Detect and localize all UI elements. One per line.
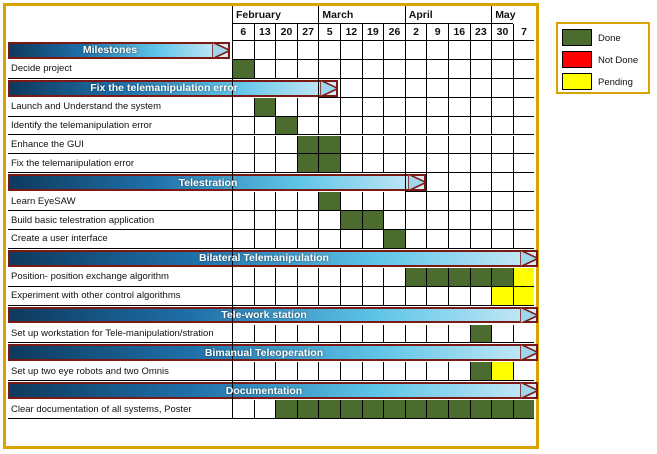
gantt-cell bbox=[470, 362, 492, 381]
gantt-cell bbox=[362, 230, 384, 249]
legend-box bbox=[556, 22, 650, 94]
gantt-cell bbox=[491, 136, 513, 155]
gantt-cell bbox=[405, 268, 427, 287]
gantt-cell bbox=[232, 230, 254, 249]
legend-label-pending: Pending bbox=[598, 76, 633, 88]
gantt-cell bbox=[491, 287, 513, 306]
gantt-cell bbox=[383, 117, 405, 136]
gantt-cell bbox=[297, 41, 319, 60]
gantt-cell bbox=[318, 211, 340, 230]
gantt-cell bbox=[297, 211, 319, 230]
gantt-cell bbox=[383, 136, 405, 155]
task-label: Create a user interface bbox=[8, 230, 232, 249]
day-tick-2: 2 bbox=[405, 24, 427, 41]
section-title: Documentation bbox=[225, 384, 303, 397]
gantt-cell bbox=[318, 192, 340, 211]
gantt-cell bbox=[470, 192, 492, 211]
gantt-cell bbox=[426, 325, 448, 344]
task-label: Identify the telemanipulation error bbox=[8, 117, 232, 136]
day-tick-27: 27 bbox=[297, 24, 319, 41]
gantt-cell bbox=[297, 154, 319, 173]
gantt-cell bbox=[275, 268, 297, 287]
gantt-cell bbox=[513, 287, 535, 306]
section-banner-arrow-icon bbox=[520, 250, 534, 267]
gantt-cell bbox=[318, 325, 340, 344]
gantt-cell bbox=[405, 41, 427, 60]
gantt-cell bbox=[275, 287, 297, 306]
gantt-cell bbox=[254, 211, 276, 230]
gantt-cell bbox=[254, 192, 276, 211]
gantt-cell bbox=[275, 60, 297, 79]
gantt-cell bbox=[297, 325, 319, 344]
gantt-cell bbox=[470, 117, 492, 136]
section-title: Telestration bbox=[178, 176, 238, 189]
legend-item-done bbox=[562, 28, 648, 48]
gantt-cell bbox=[513, 60, 535, 79]
section-banner bbox=[8, 42, 230, 59]
gantt-cell bbox=[448, 230, 470, 249]
gantt-cell bbox=[297, 268, 319, 287]
gantt-cell bbox=[470, 41, 492, 60]
section-banner bbox=[8, 80, 338, 97]
day-tick-16: 16 bbox=[448, 24, 470, 41]
gantt-cell bbox=[491, 362, 513, 381]
gantt-cell bbox=[448, 325, 470, 344]
section-banner-arrow-icon bbox=[520, 307, 534, 324]
gantt-cell bbox=[362, 400, 384, 419]
gantt-cell bbox=[340, 362, 362, 381]
gantt-cell bbox=[340, 325, 362, 344]
day-tick-30: 30 bbox=[491, 24, 513, 41]
gantt-cell bbox=[513, 117, 535, 136]
gantt-cell bbox=[318, 268, 340, 287]
gantt-cell bbox=[513, 192, 535, 211]
gantt-cell bbox=[340, 79, 362, 98]
gantt-cell bbox=[383, 79, 405, 98]
gantt-cell bbox=[254, 325, 276, 344]
legend-item-pending bbox=[562, 72, 648, 92]
task-label: Experiment with other control algorithms bbox=[8, 287, 232, 306]
gantt-cell bbox=[448, 60, 470, 79]
gantt-cell bbox=[383, 325, 405, 344]
gantt-cell bbox=[362, 154, 384, 173]
gantt-cell bbox=[470, 287, 492, 306]
gantt-cell bbox=[318, 41, 340, 60]
gantt-cell bbox=[405, 60, 427, 79]
gantt-cell bbox=[275, 230, 297, 249]
gantt-cell bbox=[426, 117, 448, 136]
gantt-grid bbox=[6, 6, 536, 446]
gantt-cell bbox=[254, 287, 276, 306]
gantt-cell bbox=[448, 400, 470, 419]
day-tick-12: 12 bbox=[340, 24, 362, 41]
gantt-cell bbox=[426, 60, 448, 79]
day-tick-7: 7 bbox=[513, 24, 535, 41]
gantt-cell bbox=[405, 211, 427, 230]
gantt-cell bbox=[340, 268, 362, 287]
gantt-cell bbox=[448, 173, 470, 192]
gantt-cell bbox=[297, 98, 319, 117]
gantt-cell bbox=[383, 41, 405, 60]
gantt-cell bbox=[491, 400, 513, 419]
gantt-cell bbox=[513, 136, 535, 155]
gantt-cell bbox=[340, 41, 362, 60]
gantt-cell bbox=[426, 211, 448, 230]
gantt-cell bbox=[426, 154, 448, 173]
task-label: Position- position exchange algorithm bbox=[8, 268, 232, 287]
section-title: Tele-work station bbox=[221, 309, 307, 322]
gantt-cell bbox=[491, 230, 513, 249]
gantt-cell bbox=[340, 60, 362, 79]
gantt-cell bbox=[513, 173, 535, 192]
gantt-cell bbox=[254, 268, 276, 287]
gantt-cell bbox=[470, 325, 492, 344]
day-tick-26: 26 bbox=[383, 24, 405, 41]
gantt-cell bbox=[297, 362, 319, 381]
gantt-cell bbox=[448, 41, 470, 60]
gantt-cell bbox=[340, 98, 362, 117]
gantt-cell bbox=[491, 211, 513, 230]
gantt-cell bbox=[254, 362, 276, 381]
gantt-cell bbox=[513, 154, 535, 173]
gantt-cell bbox=[340, 230, 362, 249]
gantt-cell bbox=[254, 136, 276, 155]
gantt-cell bbox=[426, 41, 448, 60]
gantt-cell bbox=[448, 287, 470, 306]
legend-swatch-done bbox=[562, 29, 592, 46]
gantt-cell bbox=[362, 98, 384, 117]
gantt-cell bbox=[383, 400, 405, 419]
gantt-cell bbox=[275, 192, 297, 211]
gantt-cell bbox=[318, 79, 340, 98]
gantt-cell bbox=[470, 211, 492, 230]
gantt-cell bbox=[318, 287, 340, 306]
gantt-cell bbox=[275, 154, 297, 173]
gantt-cell bbox=[318, 362, 340, 381]
task-label: Launch and Understand the system bbox=[8, 98, 232, 117]
month-header-march: March bbox=[318, 6, 404, 24]
gantt-cell bbox=[254, 117, 276, 136]
gantt-cell bbox=[232, 287, 254, 306]
gantt-cell bbox=[362, 60, 384, 79]
gantt-cell bbox=[340, 211, 362, 230]
day-tick-20: 20 bbox=[275, 24, 297, 41]
gantt-cell bbox=[405, 79, 427, 98]
gantt-cell bbox=[362, 268, 384, 287]
section-banner bbox=[8, 382, 538, 399]
gantt-cell bbox=[405, 173, 427, 192]
gantt-cell bbox=[426, 268, 448, 287]
section-banner-arrow-icon bbox=[520, 382, 534, 399]
section-banner bbox=[8, 250, 538, 267]
gantt-cell bbox=[340, 192, 362, 211]
gantt-cell bbox=[448, 268, 470, 287]
gantt-cell bbox=[362, 362, 384, 381]
gantt-cell bbox=[448, 98, 470, 117]
gantt-cell bbox=[340, 136, 362, 155]
legend-label-not-done: Not Done bbox=[598, 54, 639, 66]
gantt-cell bbox=[362, 79, 384, 98]
gantt-cell bbox=[448, 362, 470, 381]
gantt-cell bbox=[318, 117, 340, 136]
gantt-cell bbox=[426, 287, 448, 306]
gantt-cell bbox=[254, 154, 276, 173]
gantt-cell bbox=[232, 192, 254, 211]
day-tick-9: 9 bbox=[426, 24, 448, 41]
gantt-cell bbox=[297, 60, 319, 79]
task-label: Clear documentation of all systems, Poster bbox=[8, 400, 232, 419]
legend-swatch-not-done bbox=[562, 51, 592, 68]
gantt-cell bbox=[470, 400, 492, 419]
task-label: Decide project bbox=[8, 60, 232, 79]
day-tick-6: 6 bbox=[232, 24, 254, 41]
gantt-cell bbox=[297, 117, 319, 136]
gantt-cell bbox=[426, 400, 448, 419]
gantt-cell bbox=[297, 136, 319, 155]
gantt-cell bbox=[275, 98, 297, 117]
gantt-cell bbox=[232, 60, 254, 79]
section-banner bbox=[8, 344, 538, 361]
task-label: Set up workstation for Tele-manipulation/stration bbox=[8, 325, 232, 344]
gantt-cell bbox=[513, 211, 535, 230]
gantt-cell bbox=[491, 98, 513, 117]
gantt-grid-frame bbox=[3, 3, 539, 449]
gantt-cell bbox=[491, 154, 513, 173]
gantt-cell bbox=[318, 230, 340, 249]
gantt-cell bbox=[426, 362, 448, 381]
gantt-cell bbox=[491, 79, 513, 98]
month-header-april: April bbox=[405, 6, 491, 24]
gantt-cell bbox=[470, 154, 492, 173]
gantt-cell bbox=[470, 60, 492, 79]
gantt-cell bbox=[318, 98, 340, 117]
gantt-cell bbox=[491, 268, 513, 287]
gantt-cell bbox=[254, 41, 276, 60]
task-label: Enhance the GUI bbox=[8, 136, 232, 155]
gantt-cell bbox=[254, 60, 276, 79]
gantt-cell bbox=[491, 325, 513, 344]
section-banner-arrow-icon bbox=[212, 42, 226, 59]
legend-item-not-done bbox=[562, 50, 648, 70]
gantt-cell bbox=[318, 136, 340, 155]
gantt-cell bbox=[340, 400, 362, 419]
gantt-cell bbox=[405, 98, 427, 117]
gantt-cell bbox=[513, 362, 535, 381]
gantt-cell bbox=[470, 98, 492, 117]
day-tick-5: 5 bbox=[318, 24, 340, 41]
gantt-cell bbox=[362, 192, 384, 211]
gantt-cell bbox=[383, 60, 405, 79]
gantt-cell bbox=[340, 117, 362, 136]
gantt-cell bbox=[470, 230, 492, 249]
gantt-cell bbox=[232, 98, 254, 117]
month-header-may: May bbox=[491, 6, 513, 24]
gantt-cell bbox=[426, 79, 448, 98]
gantt-cell bbox=[491, 117, 513, 136]
gantt-cell bbox=[383, 287, 405, 306]
gantt-cell bbox=[513, 79, 535, 98]
gantt-cell bbox=[426, 98, 448, 117]
day-tick-19: 19 bbox=[362, 24, 384, 41]
gantt-cell bbox=[426, 173, 448, 192]
section-banner bbox=[8, 174, 426, 191]
gantt-cell bbox=[275, 41, 297, 60]
gantt-cell bbox=[426, 192, 448, 211]
task-label: Learn EyeSAW bbox=[8, 192, 232, 211]
gantt-cell bbox=[318, 400, 340, 419]
gantt-cell bbox=[362, 211, 384, 230]
gantt-cell bbox=[405, 136, 427, 155]
gantt-cell bbox=[383, 362, 405, 381]
section-title: Milestones bbox=[82, 44, 138, 57]
task-label: Fix the telemanipulation error bbox=[8, 154, 232, 173]
gantt-cell bbox=[232, 268, 254, 287]
gantt-cell bbox=[275, 211, 297, 230]
gantt-cell bbox=[232, 362, 254, 381]
gantt-cell bbox=[297, 287, 319, 306]
section-banner bbox=[8, 307, 538, 324]
gantt-cell bbox=[275, 362, 297, 381]
gantt-cell bbox=[362, 325, 384, 344]
gantt-cell bbox=[405, 325, 427, 344]
gantt-cell bbox=[340, 287, 362, 306]
gantt-cell bbox=[513, 325, 535, 344]
gantt-cell bbox=[491, 60, 513, 79]
gantt-cell bbox=[448, 117, 470, 136]
gantt-cell bbox=[426, 136, 448, 155]
day-tick-23: 23 bbox=[470, 24, 492, 41]
task-label: Set up two eye robots and two Omnis bbox=[8, 362, 232, 381]
gantt-cell bbox=[383, 192, 405, 211]
gantt-cell bbox=[232, 117, 254, 136]
gantt-cell bbox=[513, 400, 535, 419]
gantt-cell bbox=[491, 41, 513, 60]
gantt-cell bbox=[405, 362, 427, 381]
gantt-cell bbox=[275, 136, 297, 155]
gantt-cell bbox=[362, 117, 384, 136]
gantt-cell bbox=[383, 268, 405, 287]
gantt-cell bbox=[470, 79, 492, 98]
legend-swatch-pending bbox=[562, 73, 592, 90]
gantt-cell bbox=[340, 154, 362, 173]
gantt-cell bbox=[448, 211, 470, 230]
day-tick-13: 13 bbox=[254, 24, 276, 41]
gantt-cell bbox=[297, 400, 319, 419]
gantt-cell bbox=[383, 230, 405, 249]
gantt-cell bbox=[254, 400, 276, 419]
gantt-cell bbox=[254, 230, 276, 249]
task-label: Build basic telestration application bbox=[8, 211, 232, 230]
gantt-cell bbox=[448, 136, 470, 155]
gantt-cell bbox=[275, 117, 297, 136]
gantt-cell bbox=[470, 268, 492, 287]
gantt-cell bbox=[383, 154, 405, 173]
gantt-cell bbox=[232, 211, 254, 230]
gantt-cell bbox=[362, 136, 384, 155]
section-title: Fix the telemanipulation error bbox=[90, 82, 238, 95]
section-title: Bimanual Teleoperation bbox=[204, 346, 324, 359]
gantt-cell bbox=[491, 173, 513, 192]
gantt-cell bbox=[383, 211, 405, 230]
gantt-cell bbox=[383, 98, 405, 117]
gantt-cell bbox=[470, 173, 492, 192]
gantt-cell bbox=[275, 400, 297, 419]
gantt-cell bbox=[513, 268, 535, 287]
gantt-cell bbox=[513, 230, 535, 249]
gantt-cell bbox=[297, 230, 319, 249]
gantt-cell bbox=[232, 41, 254, 60]
gantt-cell bbox=[405, 154, 427, 173]
gantt-cell bbox=[318, 60, 340, 79]
legend-label-done: Done bbox=[598, 32, 621, 44]
gantt-cell bbox=[297, 192, 319, 211]
gantt-cell bbox=[362, 41, 384, 60]
section-banner-arrow-icon bbox=[520, 344, 534, 361]
gantt-cell bbox=[232, 154, 254, 173]
gantt-cell bbox=[405, 192, 427, 211]
gantt-cell bbox=[470, 136, 492, 155]
gantt-cell bbox=[318, 154, 340, 173]
gantt-cell bbox=[426, 230, 448, 249]
gantt-cell bbox=[254, 98, 276, 117]
gantt-cell bbox=[405, 117, 427, 136]
month-header-february: February bbox=[232, 6, 318, 24]
gantt-cell bbox=[232, 325, 254, 344]
section-title: Bilateral Telemanipulation bbox=[199, 252, 329, 265]
gantt-cell bbox=[275, 325, 297, 344]
gantt-cell bbox=[448, 154, 470, 173]
gantt-cell bbox=[448, 192, 470, 211]
gantt-cell bbox=[405, 230, 427, 249]
gantt-cell bbox=[513, 41, 535, 60]
gantt-cell bbox=[513, 98, 535, 117]
gantt-cell bbox=[362, 287, 384, 306]
gantt-cell bbox=[232, 400, 254, 419]
gantt-cell bbox=[491, 192, 513, 211]
gantt-cell bbox=[405, 400, 427, 419]
gantt-cell bbox=[232, 136, 254, 155]
gantt-cell bbox=[448, 79, 470, 98]
gantt-cell bbox=[405, 287, 427, 306]
